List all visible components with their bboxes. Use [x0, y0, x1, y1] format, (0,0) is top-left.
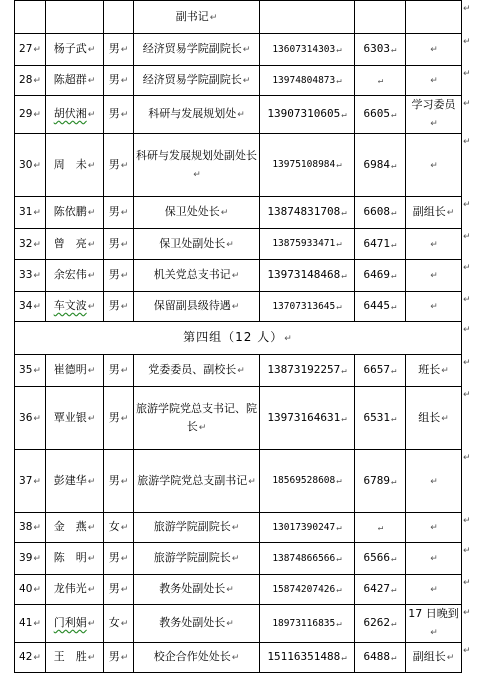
table-row — [15, 575, 462, 605]
title-cell: 保卫处处长↵ — [134, 197, 260, 229]
remark-cell: ↵ — [406, 575, 462, 605]
group-header-row — [15, 322, 462, 355]
name-text: 车文波 — [53, 299, 87, 312]
title-text: 科研与发展规划处 — [148, 107, 237, 120]
row-number-text: 31 — [19, 206, 33, 218]
extension-cell: ↵ — [355, 513, 406, 543]
title-cell: 旅游学院党总支书记、院长↵ — [134, 387, 260, 450]
gender-cell: 男↵ — [104, 575, 134, 605]
mobile-text: 13874866566 — [272, 552, 336, 564]
row-number-text: 34 — [19, 300, 33, 312]
title-text: 保留副县级待遇 — [153, 299, 231, 312]
gender-cell: 男↵ — [104, 229, 134, 260]
extension-cell: 6303↵ — [355, 34, 406, 66]
gender-cell: 女↵ — [104, 605, 134, 643]
mobile-cell: 15116351488↵ — [260, 643, 355, 673]
table-row — [15, 197, 462, 229]
gender-text: 男 — [108, 107, 120, 120]
name-cell: 龙伟光↵ — [46, 575, 104, 605]
table-row — [15, 643, 462, 673]
title-cell: 科研与发展规划处副处长↵ — [134, 134, 260, 197]
title-text: 党委委员、副校长 — [148, 363, 237, 376]
remark-text: 组长 — [418, 410, 441, 424]
name-cell: 陈超群↵ — [46, 66, 104, 96]
extension-text: 6657 — [363, 363, 391, 376]
extension-text: 6262 — [363, 616, 391, 629]
remark-cell: 学习委员↵ — [406, 96, 462, 134]
extension-text: 6984 — [363, 157, 391, 171]
title-cell: 科研与发展规划处↵ — [134, 96, 260, 134]
remark-cell: ↵ — [406, 260, 462, 292]
mobile-cell: 13907310605↵ — [260, 96, 355, 134]
extension-cell: 6471↵ — [355, 229, 406, 260]
remark-cell: 班长↵ — [406, 355, 462, 387]
mobile-text: 13875933471 — [272, 238, 336, 249]
gender-text: 男 — [108, 363, 120, 376]
remark-cell: ↵ — [406, 229, 462, 260]
name-text: 崔德明 — [53, 363, 87, 376]
extension-text: 6445 — [363, 299, 391, 312]
extension-text: 6303 — [363, 42, 391, 55]
extension-text: 6605 — [363, 107, 391, 120]
mobile-text: 13974804873 — [272, 74, 336, 86]
row-end-mark: ↵ — [463, 390, 471, 400]
title-cell: 教务处副处长↵ — [134, 575, 260, 605]
name-cell: 王 胜↵ — [46, 643, 104, 673]
remark-cell: ↵ — [406, 292, 462, 322]
name-text: 覃业银 — [53, 410, 87, 424]
row-end-mark: ↵ — [463, 99, 471, 109]
row-number-text: 36 — [19, 411, 33, 424]
row-end-mark: ↵ — [463, 137, 471, 147]
gender-text: 男 — [108, 73, 120, 86]
table-row — [15, 66, 462, 96]
remark-text: 班长 — [418, 363, 441, 376]
title-cell: 党委委员、副校长↵ — [134, 355, 260, 387]
remark-cell: ↵ — [406, 134, 462, 197]
name-text: 王 胜 — [53, 650, 87, 663]
row-number-text: 38 — [19, 521, 33, 533]
gender-text: 男 — [108, 299, 120, 312]
title-text: 旅游学院副院长 — [153, 551, 231, 564]
extension-cell — [355, 1, 406, 34]
table-row — [15, 513, 462, 543]
mobile-cell: 13874831708↵ — [260, 197, 355, 229]
gender-cell: 男↵ — [104, 34, 134, 66]
gender-cell: 男↵ — [104, 292, 134, 322]
table-row — [15, 292, 462, 322]
extension-cell: 6445↵ — [355, 292, 406, 322]
mobile-text: 13017390247 — [272, 521, 336, 533]
extension-cell: 6605↵ — [355, 96, 406, 134]
mobile-text: 13707313645 — [272, 300, 336, 312]
name-text: 龙伟光 — [53, 582, 87, 595]
remark-cell: 副组长↵ — [406, 197, 462, 229]
name-cell: 车文波↵ — [46, 292, 104, 322]
mobile-text: 13874831708 — [267, 205, 341, 218]
title-cell: 机关党总支书记↵ — [134, 260, 260, 292]
table-row — [15, 605, 462, 643]
remark-cell: ↵ — [406, 450, 462, 513]
remark-cell: ↵ — [406, 543, 462, 575]
name-cell: 余宏伟↵ — [46, 260, 104, 292]
extension-cell: 6488↵ — [355, 643, 406, 673]
row-number-cell: 32↵ — [15, 229, 46, 260]
row-number-cell: 36↵ — [15, 387, 46, 450]
mobile-text: 13607314303 — [272, 43, 336, 55]
extension-cell: ↵ — [355, 66, 406, 96]
name-text: 陈超群 — [53, 73, 87, 86]
name-cell: 金 燕↵ — [46, 513, 104, 543]
extension-text: 6566 — [363, 551, 391, 564]
extension-text: 6469 — [363, 268, 391, 281]
name-text: 杨子武 — [53, 42, 87, 55]
row-number-cell: 27↵ — [15, 34, 46, 66]
row-end-mark: ↵ — [463, 200, 471, 210]
extension-text: 6608 — [363, 205, 391, 218]
name-text: 陈 明 — [53, 551, 87, 564]
row-end-mark: ↵ — [463, 4, 471, 14]
row-end-mark: ↵ — [463, 358, 471, 368]
mobile-cell: 13975108984↵ — [260, 134, 355, 197]
gender-cell: 男↵ — [104, 355, 134, 387]
mobile-text: 15874207426 — [272, 583, 336, 595]
mobile-text: 13975108984 — [272, 159, 336, 170]
row-end-mark: ↵ — [463, 578, 471, 588]
extension-cell: 6984↵ — [355, 134, 406, 197]
gender-text: 男 — [108, 410, 120, 424]
title-text: 保卫处处长 — [164, 205, 220, 218]
title-text: 教务处副处长 — [159, 582, 226, 595]
title-text: 科研与发展规划处副处长 — [136, 148, 257, 162]
remark-cell: ↵ — [406, 513, 462, 543]
row-end-mark: ↵ — [463, 295, 471, 305]
roster-table — [14, 0, 462, 673]
extension-cell: 6469↵ — [355, 260, 406, 292]
extension-cell: 6657↵ — [355, 355, 406, 387]
group-header-text: 第四组（12 人） — [183, 330, 284, 344]
table-row — [15, 229, 462, 260]
remark-cell: ↵ — [406, 34, 462, 66]
roster-body — [15, 1, 462, 673]
title-cell: 旅游学院副院长↵ — [134, 513, 260, 543]
mobile-cell: 13873192257↵ — [260, 355, 355, 387]
table-row — [15, 34, 462, 66]
title-cell: 旅游学院副院长↵ — [134, 543, 260, 575]
remark-cell: 副组长↵ — [406, 643, 462, 673]
row-number-text: 28 — [19, 74, 33, 86]
gender-text: 女 — [108, 616, 120, 629]
name-cell: 崔德明↵ — [46, 355, 104, 387]
mobile-text: 18569528608 — [272, 475, 336, 486]
name-cell: 陈 明↵ — [46, 543, 104, 575]
gender-text: 男 — [108, 42, 120, 55]
name-cell: 覃业银↵ — [46, 387, 104, 450]
name-text: 陈依鹏 — [53, 205, 87, 218]
remark-cell: ↵ — [406, 66, 462, 96]
mobile-cell: 13875933471↵ — [260, 229, 355, 260]
extension-text: 6488 — [363, 650, 391, 663]
row-number-text: 27 — [19, 43, 33, 55]
extension-text: 6789 — [363, 473, 391, 487]
gender-text: 男 — [108, 473, 120, 487]
row-number-cell: 37↵ — [15, 450, 46, 513]
mobile-cell: 13974804873↵ — [260, 66, 355, 96]
row-number-cell: 38↵ — [15, 513, 46, 543]
name-text: 彭建华 — [53, 473, 87, 487]
row-number-text: 42 — [19, 651, 33, 663]
mobile-cell — [260, 1, 355, 34]
gender-text: 男 — [108, 157, 120, 171]
remark-text: 学习委员 — [411, 98, 456, 111]
gender-text: 男 — [108, 582, 120, 595]
name-text: 曾 亮 — [53, 236, 87, 250]
title-cell: 校企合作处处长↵ — [134, 643, 260, 673]
remark-text: 副组长 — [412, 205, 446, 218]
gender-cell: 男↵ — [104, 260, 134, 292]
row-number-cell: 31↵ — [15, 197, 46, 229]
remark-text: 17 日晚到 — [408, 607, 459, 620]
gender-cell: 男↵ — [104, 543, 134, 575]
table-row — [15, 1, 462, 34]
row-end-mark: ↵ — [463, 69, 471, 79]
title-text: 保卫处副处长 — [159, 236, 226, 250]
gender-text: 女 — [108, 520, 120, 533]
mobile-cell: 13973148468↵ — [260, 260, 355, 292]
row-number-cell: 34↵ — [15, 292, 46, 322]
name-cell: 门利娟↵ — [46, 605, 104, 643]
gender-text: 男 — [108, 205, 120, 218]
name-cell: 陈依鹏↵ — [46, 197, 104, 229]
row-end-mark: ↵ — [463, 646, 471, 656]
gender-cell: 男↵ — [104, 66, 134, 96]
gender-cell: 男↵ — [104, 450, 134, 513]
row-end-mark: ↵ — [463, 608, 471, 618]
row-end-mark: ↵ — [463, 263, 471, 273]
title-cell: 副书记↵ — [134, 1, 260, 34]
mobile-text: 13973164631 — [267, 410, 341, 424]
title-cell: 教务处副处长↵ — [134, 605, 260, 643]
mobile-text: 15116351488 — [267, 650, 341, 663]
group-header-cell: 第四组（12 人）↵ — [15, 322, 462, 355]
title-cell: 经济贸易学院副院长↵ — [134, 66, 260, 96]
title-cell: 保卫处副处长↵ — [134, 229, 260, 260]
mobile-cell: 18569528608↵ — [260, 450, 355, 513]
gender-text: 男 — [108, 551, 120, 564]
table-row — [15, 387, 462, 450]
mobile-text: 13873192257 — [267, 363, 341, 376]
name-cell — [46, 1, 104, 34]
row-number-cell: 41↵ — [15, 605, 46, 643]
mobile-cell: 15874207426↵ — [260, 575, 355, 605]
title-cell: 旅游学院党总支副书记↵ — [134, 450, 260, 513]
extension-text: 6531 — [363, 410, 391, 424]
remark-cell — [406, 1, 462, 34]
mobile-cell: 13874866566↵ — [260, 543, 355, 575]
name-cell: 杨子武↵ — [46, 34, 104, 66]
title-text: 旅游学院副院长 — [153, 520, 231, 533]
gender-cell: 男↵ — [104, 134, 134, 197]
gender-cell: 男↵ — [104, 96, 134, 134]
remark-cell: 组长↵ — [406, 387, 462, 450]
extension-cell: 6427↵ — [355, 575, 406, 605]
table-row — [15, 543, 462, 575]
row-end-mark: ↵ — [463, 516, 471, 526]
name-cell: 曾 亮↵ — [46, 229, 104, 260]
row-end-mark: ↵ — [463, 232, 471, 242]
mobile-cell: 18973116835↵ — [260, 605, 355, 643]
name-cell: 彭建华↵ — [46, 450, 104, 513]
extension-cell: 6608↵ — [355, 197, 406, 229]
gender-text: 男 — [108, 236, 120, 250]
row-number-text: 33 — [19, 269, 33, 281]
name-text: 门利娟 — [53, 616, 87, 629]
row-end-mark: ↵ — [463, 453, 471, 463]
mobile-cell: 13017390247↵ — [260, 513, 355, 543]
row-number-cell: 28↵ — [15, 66, 46, 96]
extension-text: 6471 — [363, 236, 391, 250]
mobile-text: 13907310605 — [267, 107, 341, 120]
mobile-cell: 13607314303↵ — [260, 34, 355, 66]
row-number-text: 30 — [19, 158, 33, 171]
table-row — [15, 450, 462, 513]
mobile-cell: 13973164631↵ — [260, 387, 355, 450]
row-number-text: 32 — [19, 237, 33, 250]
row-number-cell: 33↵ — [15, 260, 46, 292]
extension-text: 6427 — [363, 582, 391, 595]
name-text: 金 燕 — [53, 520, 87, 533]
title-text: 经济贸易学院副院长 — [142, 73, 242, 86]
row-number-text: 40 — [19, 583, 33, 595]
name-cell: 周 未↵ — [46, 134, 104, 197]
row-number-text: 35 — [19, 364, 33, 376]
title-text: 副书记 — [175, 9, 209, 23]
title-cell: 保留副县级待遇↵ — [134, 292, 260, 322]
row-end-mark: ↵ — [463, 546, 471, 556]
gender-cell: 女↵ — [104, 513, 134, 543]
table-row — [15, 355, 462, 387]
row-number-text: 41 — [19, 617, 33, 629]
extension-cell: 6262↵ — [355, 605, 406, 643]
gender-cell — [104, 1, 134, 34]
row-number-cell: 30↵ — [15, 134, 46, 197]
row-number-cell: 39↵ — [15, 543, 46, 575]
extension-cell: 6566↵ — [355, 543, 406, 575]
row-number-cell: 35↵ — [15, 355, 46, 387]
mobile-text: 13973148468 — [267, 268, 341, 281]
table-row — [15, 260, 462, 292]
row-number-text: 29 — [19, 108, 33, 120]
gender-text: 男 — [108, 650, 120, 663]
row-number-cell: 42↵ — [15, 643, 46, 673]
name-text: 余宏伟 — [53, 268, 87, 281]
name-text: 胡伏湘 — [53, 107, 87, 120]
table-row — [15, 96, 462, 134]
title-text: 旅游学院党总支书记、院长 — [136, 401, 257, 433]
row-end-mark: ↵ — [463, 37, 471, 47]
row-number — [15, 1, 46, 34]
remark-cell: 17 日晚到↵ — [406, 605, 462, 643]
gender-text: 男 — [108, 268, 120, 281]
row-number-text: 37 — [19, 474, 33, 487]
extension-cell: 6531↵ — [355, 387, 406, 450]
name-text: 周 未 — [53, 157, 87, 171]
table-row — [15, 134, 462, 197]
row-number-cell: 29↵ — [15, 96, 46, 134]
gender-cell: 男↵ — [104, 387, 134, 450]
gender-cell: 男↵ — [104, 197, 134, 229]
name-cell: 胡伏湘↵ — [46, 96, 104, 134]
remark-text: 副组长 — [412, 650, 446, 663]
title-text: 校企合作处处长 — [153, 650, 231, 663]
extension-cell: 6789↵ — [355, 450, 406, 513]
mobile-text: 18973116835 — [272, 617, 336, 629]
row-end-mark: ↵ — [463, 325, 471, 335]
title-text: 经济贸易学院副院长 — [142, 42, 242, 55]
title-cell: 经济贸易学院副院长↵ — [134, 34, 260, 66]
title-text: 教务处副处长 — [159, 616, 226, 629]
row-number-text: 39 — [19, 552, 33, 564]
mobile-cell: 13707313645↵ — [260, 292, 355, 322]
title-text: 旅游学院党总支副书记 — [137, 473, 248, 487]
row-number-cell: 40↵ — [15, 575, 46, 605]
gender-cell: 男↵ — [104, 643, 134, 673]
title-text: 机关党总支书记 — [153, 268, 231, 281]
